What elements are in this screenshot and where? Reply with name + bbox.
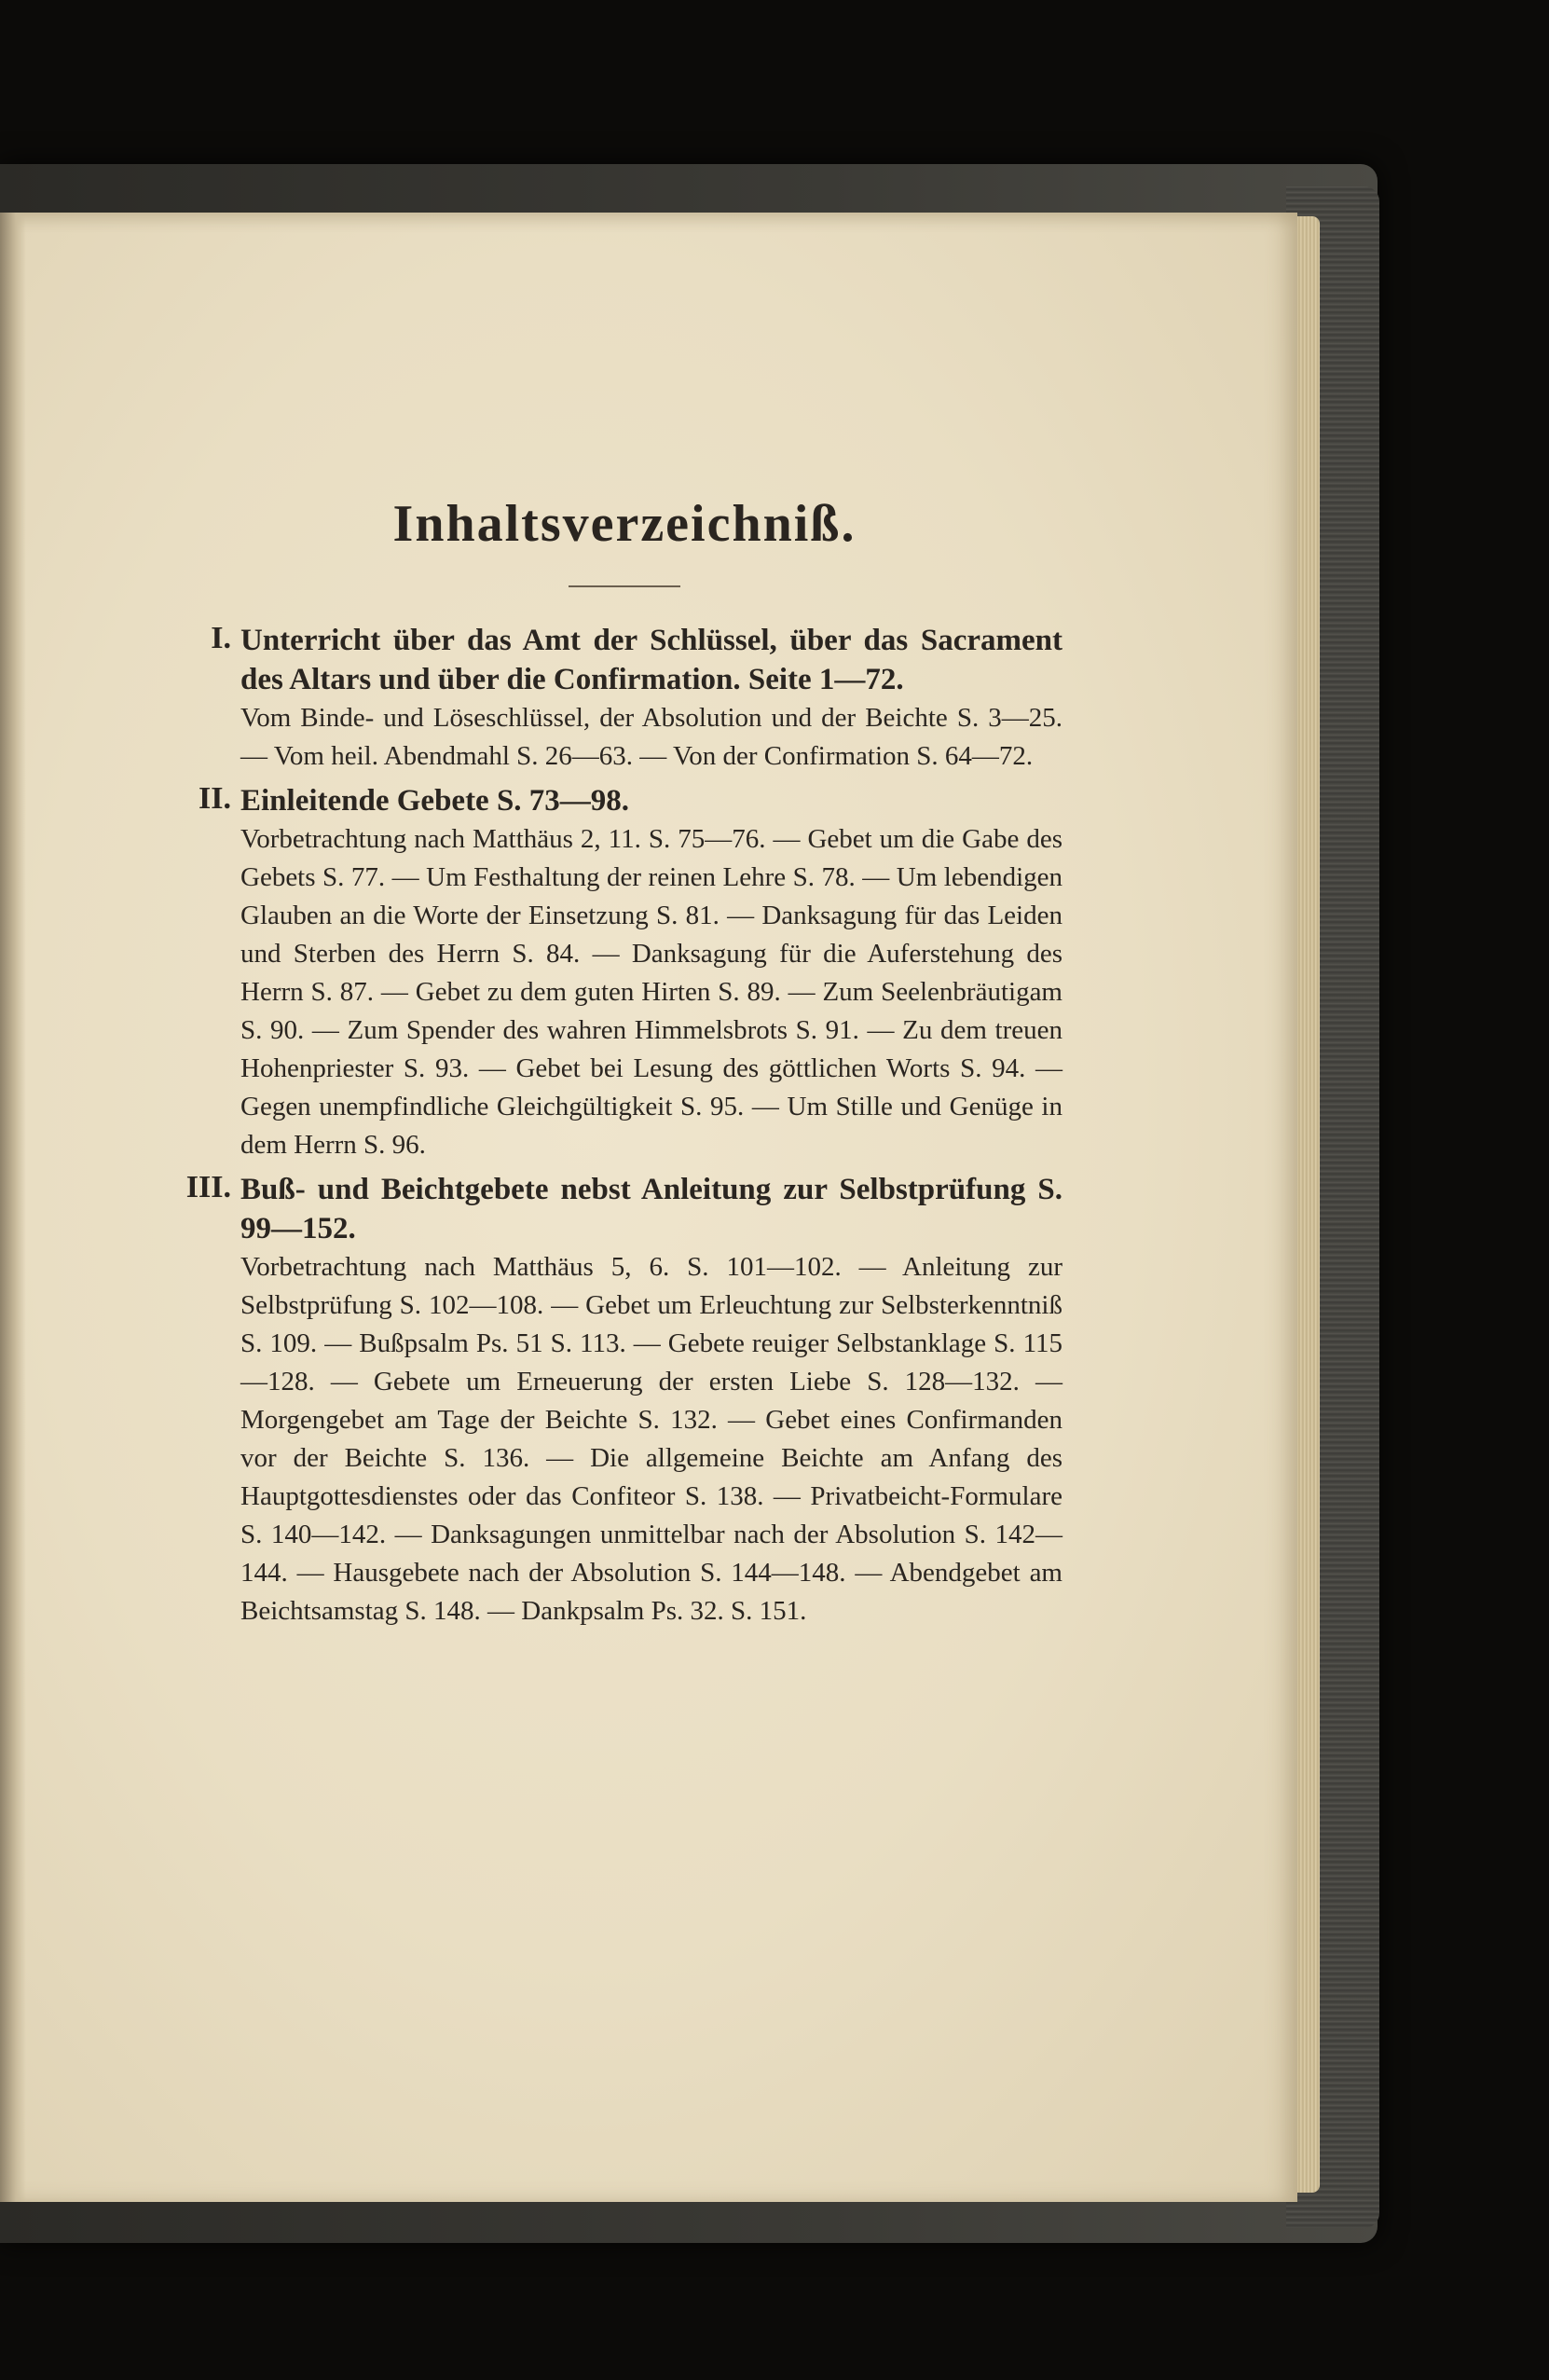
title-divider bbox=[569, 585, 680, 587]
section-numeral: II. bbox=[199, 781, 231, 816]
section-entries: Vorbetrachtung nach Matthäus 5, 6. S. 101—102. — Anleitung zur Selbstprüfung S. 102—108. — Gebet um Erleuchtung zur Selbsterkenntniß S. 109. — Bußpsalm Ps. 51 S. 113. — Gebete reuiger Selbstanklage S. 115—128. — Gebete um Erneuerung der ersten Liebe S. 128—132. — Morgengebet am Tage der Beichte S. 132. — Gebet eines Confirmanden vor der Beichte S. 136. — Die allgemeine Beichte am Anfang des Hauptgottesdienstes oder das Confiteor S. 138. — Privatbeicht-Formulare S. 140—142. — Danksagungen unmittelbar nach der Absolution S. 142—144. — Hausgebete nach der Absolution S. 144—148. — Abendgebet am Beichtsamstag S. 148. — Dankpsalm Ps. 32. S. 151. bbox=[240, 1252, 1062, 1626]
table-of-contents bbox=[186, 494, 1062, 1636]
section-entries: Vom Binde- und Löseschlüssel, der Absolution und der Beichte S. 3—25. — Vom heil. Abendmahl S. 26—63. — Von der Confirmation S. 64—72. bbox=[240, 703, 1062, 771]
toc-section bbox=[186, 781, 1062, 1164]
section-numeral: I. bbox=[211, 621, 231, 655]
section-heading: Unterricht über das Amt der Schlüssel, über das Sacrament des Altars und über die Confirmation. Seite 1—72. bbox=[240, 624, 1062, 696]
section-heading: Einleitende Gebete S. 73—98. bbox=[240, 784, 630, 818]
toc-section bbox=[186, 621, 1062, 776]
section-numeral: III. bbox=[185, 1170, 231, 1204]
page-gutter bbox=[0, 213, 26, 2202]
section-entries: Vorbetrachtung nach Matthäus 2, 11. S. 75—76. — Gebet um die Gabe des Gebets S. 77. — Um Festhaltung der reinen Lehre S. 78. — Um lebendigen Glauben an die Worte der Einsetzung S. 81. — Danksagung für das Leiden und Sterben des Herrn S. 84. — Danksagung für die Auferstehung des Herrn S. 87. — Gebet zu dem guten Hirten S. 89. — Zum Seelenbräutigam S. 90. — Zum Spender des wahren Himmelsbrots S. 91. — Zu dem treuen Hohenpriester S. 93. — Gebet bei Lesung des göttlichen Worts S. 94. — Gegen unempfindliche Gleichgültigkeit S. 95. — Um Stille und Genüge in dem Herrn S. 96. bbox=[240, 824, 1062, 1160]
page-title: Inhaltsverzeichniß. bbox=[392, 495, 857, 553]
toc-section bbox=[186, 1170, 1062, 1630]
section-heading: Buß- und Beichtgebete nebst Anleitung zur Selbstprüfung S. 99—152. bbox=[240, 1173, 1062, 1245]
